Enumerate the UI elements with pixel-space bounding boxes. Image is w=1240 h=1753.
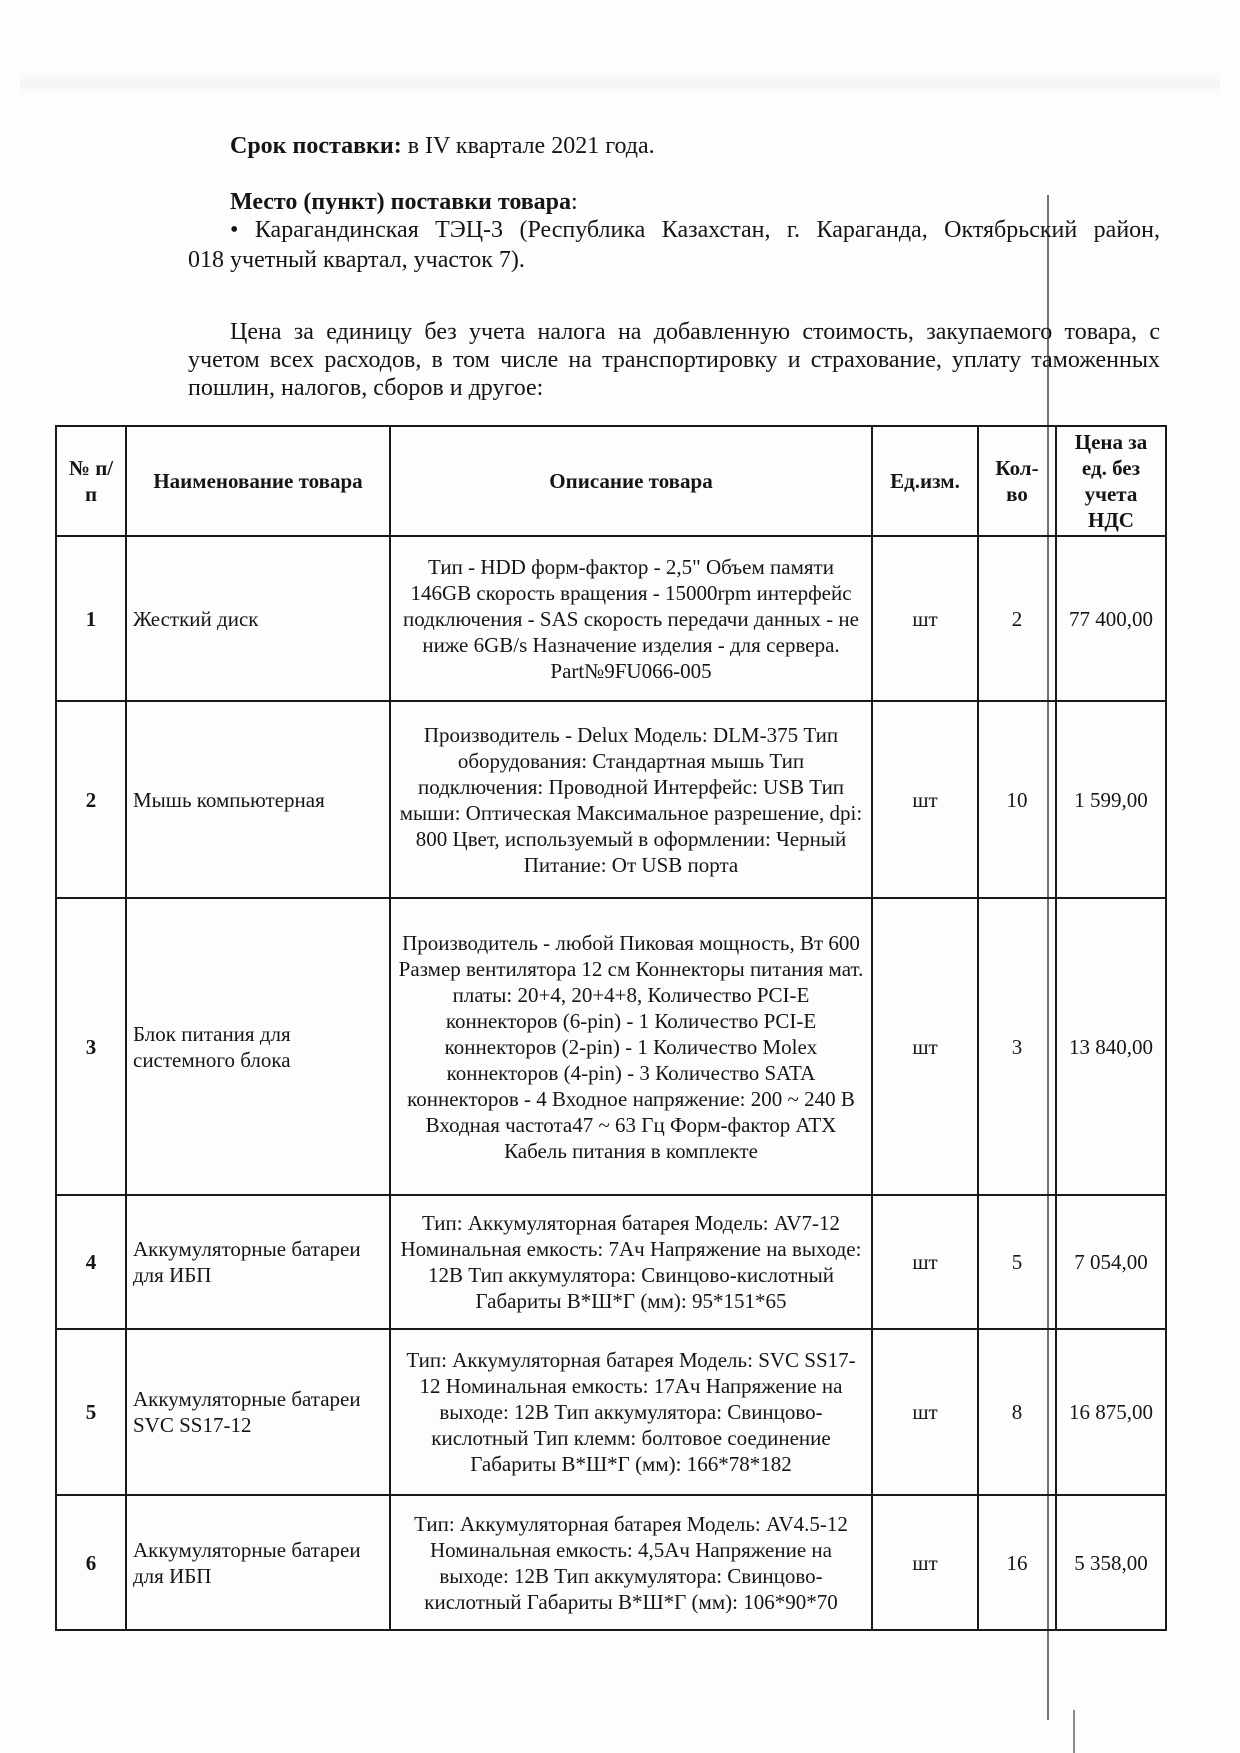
row-desc: Тип: Аккумуляторная батарея Модель: AV4.5-12 Номинальная емкость: 4,5Ач Напряжение на выходе: 12В Тип аккумулятора: Свинцово-кислотный Габариты В*Ш*Г (мм): 106*90*70 xyxy=(390,1495,872,1630)
row-name: Аккумуляторные батареи для ИБП xyxy=(126,1495,390,1630)
row-num: 5 xyxy=(56,1329,126,1495)
row-desc: Тип: Аккумуляторная батарея Модель: AV7-12 Номинальная емкость: 7Ач Напряжение на выходе: 12В Тип аккумулятора: Свинцово-кислотный Габариты В*Ш*Г (мм): 95*151*65 xyxy=(390,1195,872,1329)
row-name: Жесткий диск xyxy=(126,536,390,701)
row-price: 16 875,00 xyxy=(1056,1329,1166,1495)
row-qty: 5 xyxy=(978,1195,1056,1329)
row-unit: шт xyxy=(872,701,978,898)
price-intro-line3: пошлин, налогов, сборов и другое: xyxy=(188,375,544,401)
row-name: Блок питания для системного блока xyxy=(126,898,390,1195)
row-name: Мышь компьютерная xyxy=(126,701,390,898)
price-intro-line1: Цена за единицу без учета налога на добавленную стоимость, закупаемого товара, с xyxy=(230,319,1160,345)
row-desc: Производитель - любой Пиковая мощность, Вт 600 Размер вентилятора 12 см Коннекторы питания мат. платы: 20+4, 20+4+8, Количество PCI-E коннекторов (6-pin) - 1 Количество PCI-E коннекторов (2-pin) - 1 Количество Molex коннекторов (4-pin) - 3 Количество SATA коннекторов - 4 Входное напряжение: 200 ~ 240 В Входная частота47 ~ 63 Гц Форм-фактор ATX Кабель питания в комплекте xyxy=(390,898,872,1195)
delivery-place-line1: • Карагандинская ТЭЦ-3 (Республика Казахстан, г. Караганда, Октябрьский район, xyxy=(230,217,1160,243)
row-num: 4 xyxy=(56,1195,126,1329)
row-num: 3 xyxy=(56,898,126,1195)
table-row xyxy=(56,701,1166,898)
row-unit: шт xyxy=(872,1329,978,1495)
row-unit: шт xyxy=(872,1495,978,1630)
row-price: 77 400,00 xyxy=(1056,536,1166,701)
table-row xyxy=(56,898,1166,1195)
row-desc: Производитель - Delux Модель: DLM-375 Тип оборудования: Стандартная мышь Тип подключения: Проводной Интерфейс: USB Тип мыши: Оптическая Максимальное разрешение, dpi: 800 Цвет, используемый в оформлении: Черный Питание: От USB порта xyxy=(390,701,872,898)
scan-artifact-band xyxy=(20,70,1220,96)
delivery-term-value: в IV квартале 2021 года. xyxy=(401,133,655,159)
table-row xyxy=(56,1495,1166,1630)
row-qty: 16 xyxy=(978,1495,1056,1630)
row-price: 5 358,00 xyxy=(1056,1495,1166,1630)
row-num: 2 xyxy=(56,701,126,898)
row-num: 1 xyxy=(56,536,126,701)
row-desc: Тип - HDD форм-фактор - 2,5" Объем памяти 146GB скорость вращения - 15000rpm интерфейс подключения - SAS скорость передачи данных - не ниже 6GB/s Назначение изделия - для сервера. Part№9FU066-005 xyxy=(390,536,872,701)
header-price: Цена за ед. без учета НДС xyxy=(1056,426,1166,536)
row-price: 13 840,00 xyxy=(1056,898,1166,1195)
row-name: Аккумуляторные батареи SVC SS17-12 xyxy=(126,1329,390,1495)
header-num: № п/п xyxy=(56,426,126,536)
table-header-row xyxy=(56,426,1166,536)
header-desc: Описание товара xyxy=(390,426,872,536)
delivery-place-label: Место (пункт) поставки товара xyxy=(230,189,572,215)
table-row xyxy=(56,1195,1166,1329)
delivery-place-heading xyxy=(230,188,578,216)
row-unit: шт xyxy=(872,1195,978,1329)
delivery-place-line2: 018 учетный квартал, участок 7). xyxy=(188,247,525,273)
header-qty: Кол-во xyxy=(978,426,1056,536)
row-price: 7 054,00 xyxy=(1056,1195,1166,1329)
header-name: Наименование товара xyxy=(126,426,390,536)
row-qty: 3 xyxy=(978,898,1056,1195)
row-qty: 2 xyxy=(978,536,1056,701)
row-unit: шт xyxy=(872,898,978,1195)
scan-artifact-edge xyxy=(1073,1710,1075,1753)
row-price: 1 599,00 xyxy=(1056,701,1166,898)
delivery-term xyxy=(230,132,655,160)
table-row xyxy=(56,536,1166,701)
price-intro-line2: учетом всех расходов, в том числе на транспортировку и страхование, уплату таможенных xyxy=(188,347,1160,373)
row-qty: 10 xyxy=(978,701,1056,898)
row-desc: Тип: Аккумуляторная батарея Модель: SVC SS17-12 Номинальная емкость: 17Ач Напряжение на выходе: 12В Тип аккумулятора: Свинцово-кислотный Тип клемм: болтовое соединение Габариты В*Ш*Г (мм): 166*78*182 xyxy=(390,1329,872,1495)
delivery-place-colon: : xyxy=(571,189,578,215)
table-row xyxy=(56,1329,1166,1495)
row-unit: шт xyxy=(872,536,978,701)
delivery-term-label: Срок поставки: xyxy=(230,133,402,159)
row-num: 6 xyxy=(56,1495,126,1630)
row-qty: 8 xyxy=(978,1329,1056,1495)
row-name: Аккумуляторные батареи для ИБП xyxy=(126,1195,390,1329)
header-unit: Ед.изм. xyxy=(872,426,978,536)
goods-table xyxy=(55,425,1167,1631)
